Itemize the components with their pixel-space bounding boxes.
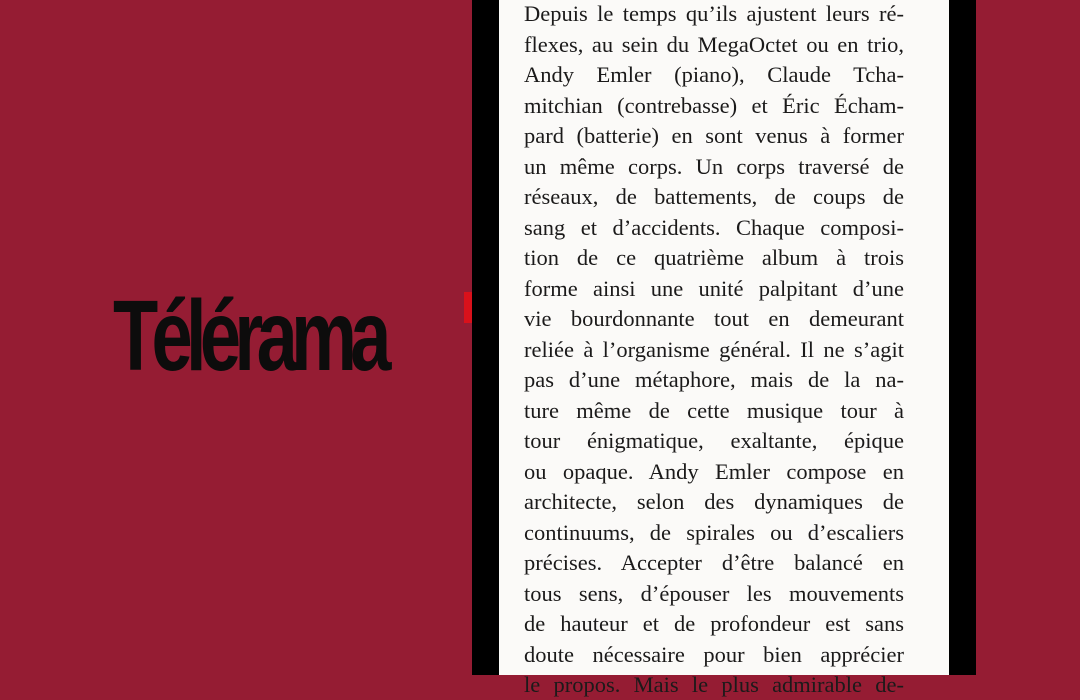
article-line: forme ainsi une unité palpitant d’une xyxy=(524,275,904,301)
logo-wordmark: Télérama xyxy=(113,280,385,392)
article-line: pas d’une métaphore, mais de la na- xyxy=(524,367,904,392)
article-line: ture même de cette musique tour à xyxy=(524,397,904,423)
article-line: continuums, de spirales ou d’escaliers xyxy=(524,519,904,545)
article-line: architecte, selon des dynamiques de xyxy=(524,489,904,514)
article-line: reliée à l’organisme général. Il ne s’agit xyxy=(524,336,904,362)
article-line: Depuis le temps qu’ils ajustent leurs ré- xyxy=(524,1,904,26)
article-line: tion de ce quatrième album à trois xyxy=(524,245,904,270)
article-line: sang et d’accidents. Chaque composi- xyxy=(524,214,904,240)
article-line: mitchian (contrebasse) et Éric Écham- xyxy=(524,92,904,118)
article-line: réseaux, de battements, de coups de xyxy=(524,184,904,209)
article-clipping xyxy=(499,0,949,697)
article-line: le propos. Mais le plus admirable de- xyxy=(524,672,904,697)
article-line: un même corps. Un corps traversé de xyxy=(524,153,904,179)
article-line: de hauteur et de profondeur est sans xyxy=(524,611,904,636)
telerama-logo xyxy=(113,280,480,392)
article-line: tous sens, d’épouser les mouvements xyxy=(524,580,904,606)
article-line: précises. Accepter d’être balancé en xyxy=(524,550,904,575)
article-line: Andy Emler (piano), Claude Tcha- xyxy=(524,62,904,87)
article-line: pard (batterie) en sont venus à former xyxy=(524,123,904,148)
article-line: ou opaque. Andy Emler compose en xyxy=(524,458,904,484)
article-line: vie bourdonnante tout en demeurant xyxy=(524,306,904,331)
article-line: doute nécessaire pour bien apprécier xyxy=(524,641,904,667)
article-line: tour énigmatique, exaltante, épique xyxy=(524,428,904,453)
article-line: flexes, au sein du MegaOctet ou en trio, xyxy=(524,31,904,57)
